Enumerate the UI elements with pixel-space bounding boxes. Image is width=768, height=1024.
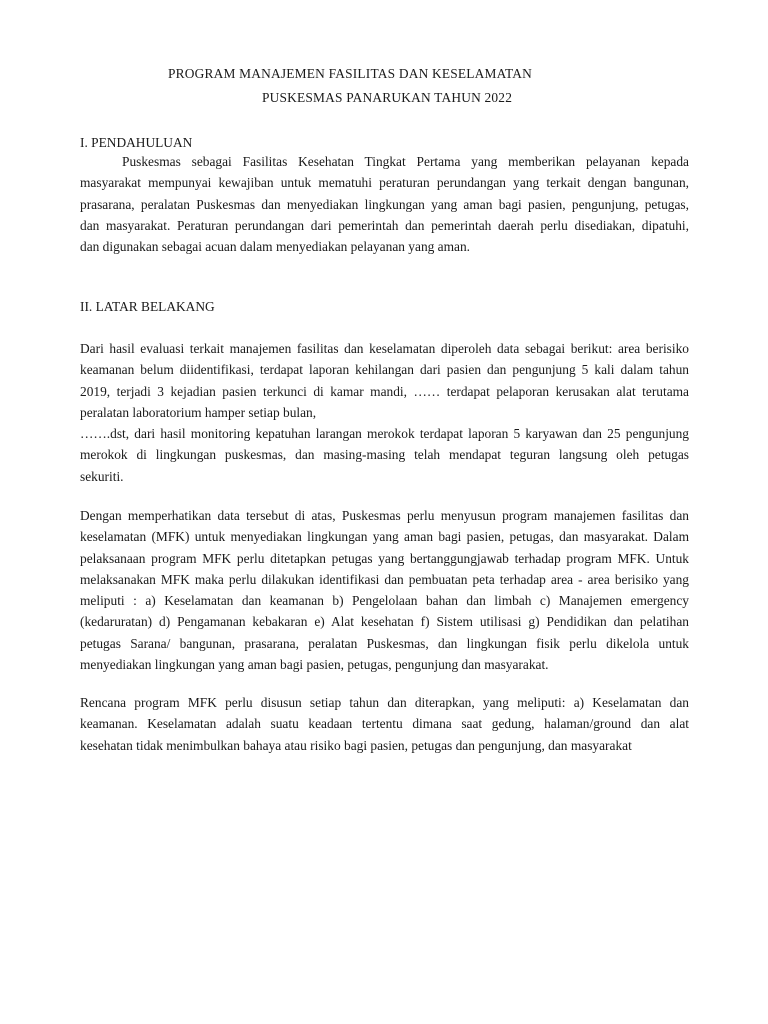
paragraph-line: …….dst, dari hasil monitoring kepatuhan larangan merokok terdapat laporan 5 karyawan dan 25 pengunjung [80,426,689,442]
paragraph-line: masyarakat mempunyai kewajiban untuk mematuhi peraturan perundangan yang terkait dengan bangunan, [80,175,689,191]
paragraph-line: prasarana, peralatan Puskesmas dan menyediakan lingkungan yang aman bagi pasien, pengunjung, petugas, [80,196,689,212]
paragraph-line: meliputi : a) Keselamatan dan keamanan b) Pengelolaan bahan dan limbah c) Manajemen emergency [80,593,689,609]
paragraph-line: dan digunakan sebagai acuan dalam menyediakan pelayanan yang aman. [80,239,471,255]
paragraph-line: sekuriti. [80,468,124,484]
paragraph-program-mfk [80,505,689,675]
paragraph-line: Dari hasil evaluasi terkait manajemen fasilitas dan keselamatan diperoleh data sebagai berikut: area berisiko [80,341,689,356]
section-heading-latar-belakang: II. LATAR BELAKANG [80,299,215,314]
paragraph-rencana-program [80,692,689,756]
paragraph-line: merokok di lingkungan puskesmas, dan masing-masing telah mendapat teguran langsung oleh petugas [80,447,689,463]
document-title-line-2: PUSKESMAS PANARUKAN TAHUN 2022 [262,90,513,105]
paragraph-line: peralatan laboratorium hamper setiap bulan, [80,404,317,420]
paragraph-line: keamanan belum diidentifikasi, terdapat laporan kehilangan dari pasien dan pengunjung 5 kali dalam tahun [80,362,689,378]
paragraph-evaluasi [80,338,689,487]
paragraph-line: menyediakan lingkungan yang aman bagi pasien, petugas, pengunjung dan masyarakat. [80,657,549,673]
paragraph-line: keamanan. Keselamatan adalah suatu keadaan tertentu dimana saat gedung, halaman/ground dan alat [80,716,689,732]
paragraph-line: dan masyarakat. Peraturan perundangan dari pemerintah dan pemerintah daerah perlu disediakan, dipatuhi, [80,217,689,233]
document-title-line-1: PROGRAM MANAJEMEN FASILITAS DAN KESELAMATAN [168,66,533,81]
paragraph-line: melaksanakan MFK maka perlu dilakukan identifikasi dan pembuatan peta terhadap area - area berisiko yang [80,571,689,587]
paragraph-line: Rencana program MFK perlu disusun setiap tahun dan diterapkan, yang meliputi: a) Keselamatan dan [80,695,689,710]
paragraph-line: keselamatan (MFK) untuk menyediakan lingkungan yang aman bagi pasien, petugas, dan masyarakat. Dalam [80,529,689,545]
paragraph-line: petugas Sarana/ bangunan, prasarana, peralatan Puskesmas, dan lingkungan fisik perlu dikelola untuk [80,635,689,651]
paragraph-line: Dengan memperhatikan data tersebut di atas, Puskesmas perlu menyusun program manajemen fasilitas dan [80,508,689,523]
paragraph-line: pelaksanaan program MFK perlu ditetapkan petugas yang bertanggungjawab terhadap program MFK. Untuk [80,550,689,566]
paragraph-line: 2019, terjadi 3 kejadian pasien terkunci di kamar mandi, …… terdapat pelaporan kerusakan alat terutama [80,383,689,399]
paragraph-pendahuluan [80,151,689,257]
paragraph-line: (kedaruratan) d) Pengamanan kebakaran e) Alat kesehatan f) Sistem utilisasi g) Pendidikan dan pelatihan [80,614,689,630]
paragraph-line: kesehatan tidak menimbulkan bahaya atau risiko bagi pasien, petugas dan pengunjung, dan masyarakat [80,737,632,753]
paragraph-line: Puskesmas sebagai Fasilitas Kesehatan Tingkat Pertama yang memberikan pelayanan kepada [122,154,689,169]
section-heading-pendahuluan: I. PENDAHULUAN [80,135,193,150]
